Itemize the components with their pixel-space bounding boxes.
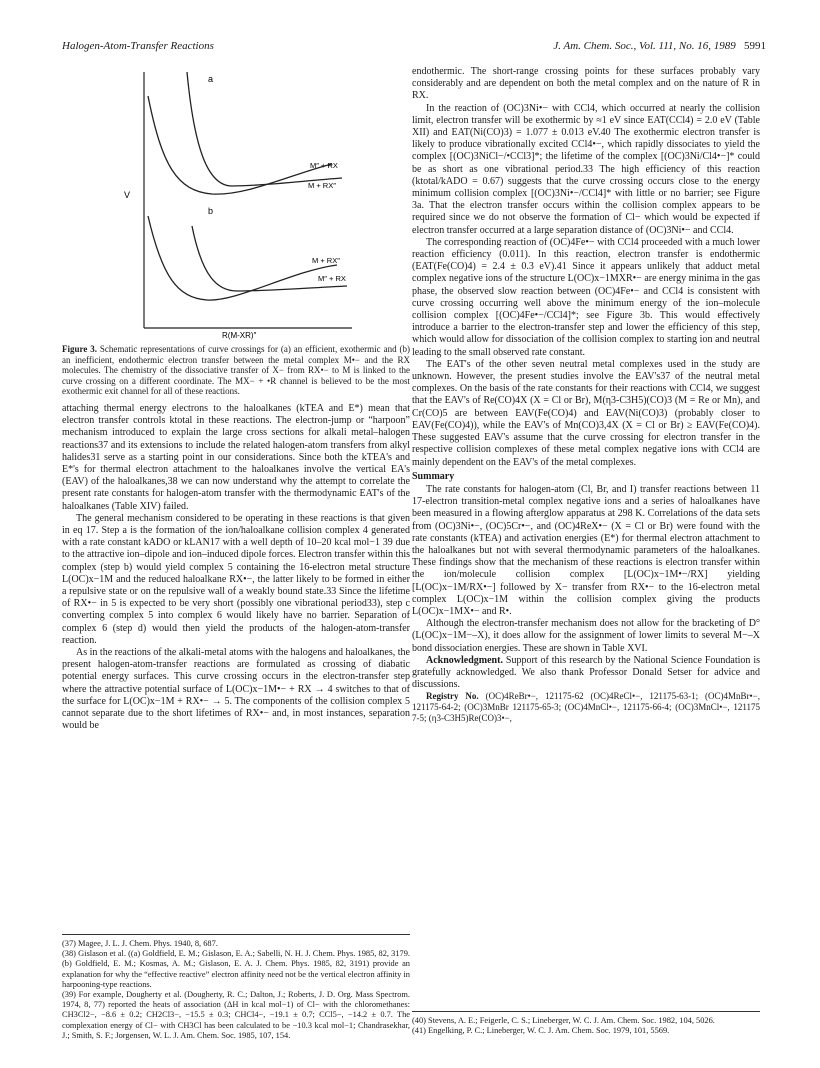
footnote-38: (38) Gislason et al. ((a) Goldfield, E. M.; Gislason, E. A.; Sabelli, N. H. J. Chem. Phys. 1985, 82, 3179. (b) Goldfield, E. M.; Kosmas, A. M.; Gislason, E. A. J. Chem. Phys. 1985, 82, 3191) provide an explanation for why the “effective reactive” electron affinity need not be the vertical electron affinity in harpooning-type reactions.: [62, 949, 410, 989]
registry-label: Registry No.: [426, 691, 479, 702]
ack-text: Support of this research by the National Science Foundation is gratefully acknowledged. We also thank Professor Donald Setser for advice and discussions.: [412, 654, 760, 691]
registry-text: (OC)4ReBr•−, 121175-62 (OC)4ReCl•−, 121175-63-1; (OC)4MnBr•−, 121175-64-2; (OC)3MnBr 121175-65-3; (OC)4MnCl•−, 121175-66-4; (OC)3MnCl•−, 121175 7-5; (η3-C3H5)Re(CO)3•−,: [412, 691, 760, 723]
axis-v-label: V: [124, 190, 131, 200]
running-header-right: J. Am. Chem. Soc., Vol. 111, No. 16, 1989 5991: [553, 40, 766, 52]
right-para-1: endothermic. The short-range crossing points for these surfaces probably vary considerably and are dependent on both the metal complex and on the nature of R in RX.: [412, 66, 760, 102]
summary-para-1: The rate constants for halogen-atom (Cl, Br, and I) transfer reactions between 11 17-electron transition-metal complex negative ions and a series of haloalkanes have been measured in a flowing afterglow apparatus at 298 K. Correlations of the data sets from (OC)3Ni•−, (OC)5Cr•−, and (OC)4ReX•− (X = Cl or Br) were found with the rate constants (kTEA) and activation energies (E*) for thermal electron attachment to the haloalkanes but not with several thermodynamic parameters of the haloalkanes. These findings show that the mechanism of these reactions is electron transfer within the ion/molecule collision complex [L(OC)x−1M•−/RX] yielding [L(OC)x−1M/RX•−] followed by X− transfer from RX•− to the 16-electron metal complex L(OC)x−1M within the collision complex giving the products L(OC)x−1MX•− and R•.: [412, 483, 760, 617]
running-header-left: Halogen-Atom-Transfer Reactions: [62, 40, 214, 52]
curve-b-label-2: M″ + RX: [318, 274, 346, 283]
x-axis-label: R(M-XR)″: [222, 331, 257, 340]
right-para-4: The EAT's of the other seven neutral metal complexes used in the study are unknown. However, the present studies involve the EAV's37 of the neutral metal complexes. On the basis of the rate constants for their reactions with CCl4, we suggest that the EAV's of Re(CO)4X (X = Cl or Br), M(η3-C3H5)(CO)3 (M = Re or Mn), and Cr(CO)5 are between EAV(Fe(CO)4) and EAV(Ni(CO)3) (probably closer to EAV(Fe(CO)4)), while the EAV's of Mn(CO)3,4X (X = Cl or Br) ≥ EAV(Fe(CO)4). These suggested EAV's assume that the curve crossing for electron transfer in the respective collision complexes of these metal complex negative ions with CCl4 are mainly dependent on the EAV's of the metal complexes.: [412, 358, 760, 468]
figure-3: [62, 66, 410, 340]
acknowledgment: [412, 655, 760, 692]
caption-text: Schematic representations of curve crossings for (a) an efficient, exothermic and (b) an inefficient, endothermic electron transfer between the metal complex M•− and the RX molecules. The chemistry of the dissociative transfer of X− from RX•− to M is linked to the curve crossing on a different coordinate. The MX− + •R channel is believed to be the most exothermic exit channel for all of these reactions.: [62, 344, 410, 397]
page-number: 5991: [744, 40, 766, 52]
registry-numbers: [412, 691, 760, 723]
summary-heading: Summary: [412, 470, 455, 482]
curve-a-label-1: M″ + RX: [310, 161, 338, 170]
summary-para-2: Although the electron-transfer mechanism does not allow for the bracketing of D°(L(OC)x−1M−–X), it does allow for the assignment of lower limits to several M−–X bond dissociation energies. These are shown in Table XVI.: [412, 618, 760, 654]
right-para-2: In the reaction of (OC)3Ni•− with CCl4, which occurred at nearly the collision limit, electron transfer will be exothermic by ≈1 eV since EAT(CCl4) = 2.0 eV (Table XII) and EAT(Ni(CO)3) = 1.077 ± 0.013 eV.40 The exothermic electron transfer is likely to produce vibrationally excited CCl4•−, which rapidly dissociates to yield the complex [(OC)3NiCl−/•CCl3]*; the lifetime of the complex [(OC)3Ni/Cl4•−]* could be as short as one vibrational period.33 The high efficiency of this reaction (ktotal/kADO = 0.67) suggests that the curve crossing occurs close to the energy minimum collision complex [(OC)3Ni•−/CCl4]* with little or no barrier; see Figure 3a. That the electron transfer occurs within the collision complex appears to be required since we do not observe the formation of Cl− which would be expected if electron transfer occurred at a large separation distance of (OC)3Ni•− and CCl4.: [412, 102, 760, 236]
curve-a-label-2: M + RX″: [308, 181, 336, 190]
left-para-1: attaching thermal energy electrons to the haloalkanes (kTEA and E*) mean that electron transfer controls ktotal in these reactions. The electron-jump or “harpoon” mechanism introduced to explain the large cross sections for alkali metal–halogen reactions37 and its extensions to include the related halogen-atom transfers from alkyl halides31 serve as a starting point in our considerations. Since both the kTEA's and E*'s for thermal electron attachment to the haloalkanes involve the vertical EA's (EAV) of the haloalkanes,38 we can now understand why the attempt to correlate the present rate constants for halogen-atom transfer with the thermodynamic EAT's of the haloalkanes (Table XIV) failed.: [62, 402, 410, 512]
journal-volume: Vol. 111, No. 16, 1989: [638, 40, 736, 52]
footnote-37: (37) Magee, J. L. J. Chem. Phys. 1940, 8, 687.: [62, 939, 218, 948]
left-column: [62, 66, 410, 732]
panel-b-label: b: [208, 206, 214, 216]
left-para-3: As in the reactions of the alkali-metal atoms with the halogens and haloalkanes, the present halogen-atom-transfer reactions are formulated as crossing of diabatic potential energy surfaces. This curve crossing occurs in the electron-transfer step where the attractive potential surface of L(OC)x−1M•− + RX → 4 switches to that of the surface for L(OC)x−1M + RX•− → 5. The components of the collision complex 5 cannot separate due to the short lifetimes of RX•− and, in most instances, separation would be: [62, 647, 410, 732]
footnote-39: (39) For example, Dougherty et al. (Dougherty, R. C.; Dalton, J.; Roberts, J. D. Org. Mass Spectrom. 1974, 8, 77) reported the heats of association (ΔH in kcal mol−1) of Cl− with the chloromethanes: CH3Cl2−, −8.6 ± 0.2; CH2Cl3−, −15.5 ± 0.3; CHCl4−, −19.1 ± 0.7; CCl5−, −14.2 ± 0.7. The complexation energy of Cl− with CH3Cl has been calculated to be −10.3 kcal mol−1; Chandrasekhar, J.; Smith, S. F.; Jorgensen, W. L. J. Am. Chem. Soc. 1985, 107, 154.: [62, 990, 410, 1040]
caption-label: Figure 3.: [62, 344, 97, 354]
footnotes-left: [62, 934, 410, 1041]
panel-a-label: a: [208, 74, 214, 84]
footnotes-right: [412, 1011, 760, 1036]
right-column: [412, 66, 760, 723]
footnote-41: (41) Engelking, P. C.; Lineberger, W. C. J. Am. Chem. Soc. 1979, 101, 5569.: [412, 1026, 670, 1036]
curve-crossing-diagram: [62, 66, 410, 340]
curve-a-upper-left: [148, 96, 332, 194]
figure-caption: [62, 344, 410, 397]
right-para-3: The corresponding reaction of (OC)4Fe•− with CCl4 proceeded with a much lower reaction efficiency (0.011). In this reaction, electron transfer is endothermic (EAT(Fe(CO)4) = 2.4 ± 0.3 eV).41 Since it appears unlikely that adduct metal complex negative ions of the structure L(OC)x−1MXR•− are energy minima in the gas phase, the observed slow reaction between (OC)4Fe•− and CCl4 is consistent with curve crossing occurring well above the minimum energy of the ion–molecule collision complex [(OC)4Fe•−/CCl4]*; see Figure 3b. This would effectively introduce a barrier to the electron-transfer step and lower the efficiency of this step, which would allow for dissociation of the collision complex to starting ion and neutral leading to the small observed rate constant.: [412, 236, 760, 358]
journal-name: J. Am. Chem. Soc.: [553, 40, 634, 52]
footnote-40: (40) Stevens, A. E.; Feigerle, C. S.; Lineberger, W. C. J. Am. Chem. Soc. 1982, 104, 5026.: [412, 1016, 715, 1025]
ack-label: Acknowledgment.: [426, 654, 503, 666]
curve-b-label-1: M + RX″: [312, 256, 340, 265]
left-para-2: The general mechanism considered to be operating in these reactions is that given in eq 17. Step a is the formation of the ion/haloalkane collision complex 4 generated with a rate constant kADO or kLAN17 with a well depth of 10–20 kcal mol−1 39 due to the attractive ion–dipole and ion–induced dipole forces. Electron transfer within this complex (step b) would yield complex 5 containing the 16-electron metal structure L(OC)x−1M and the reduced haloalkane RX•−, the latter likely to be formed in either a repulsive state or on the repulsive wall of a weakly bound state.33 Since the lifetime of RX•− in 5 is expected to be very short (possibly one vibrational period33), step c converting complex 5 into complex 6 would likely have no barrier. Separation of complex 6 (step d) would then yield the products of the halogen-atom-transfer reaction.: [62, 512, 410, 646]
